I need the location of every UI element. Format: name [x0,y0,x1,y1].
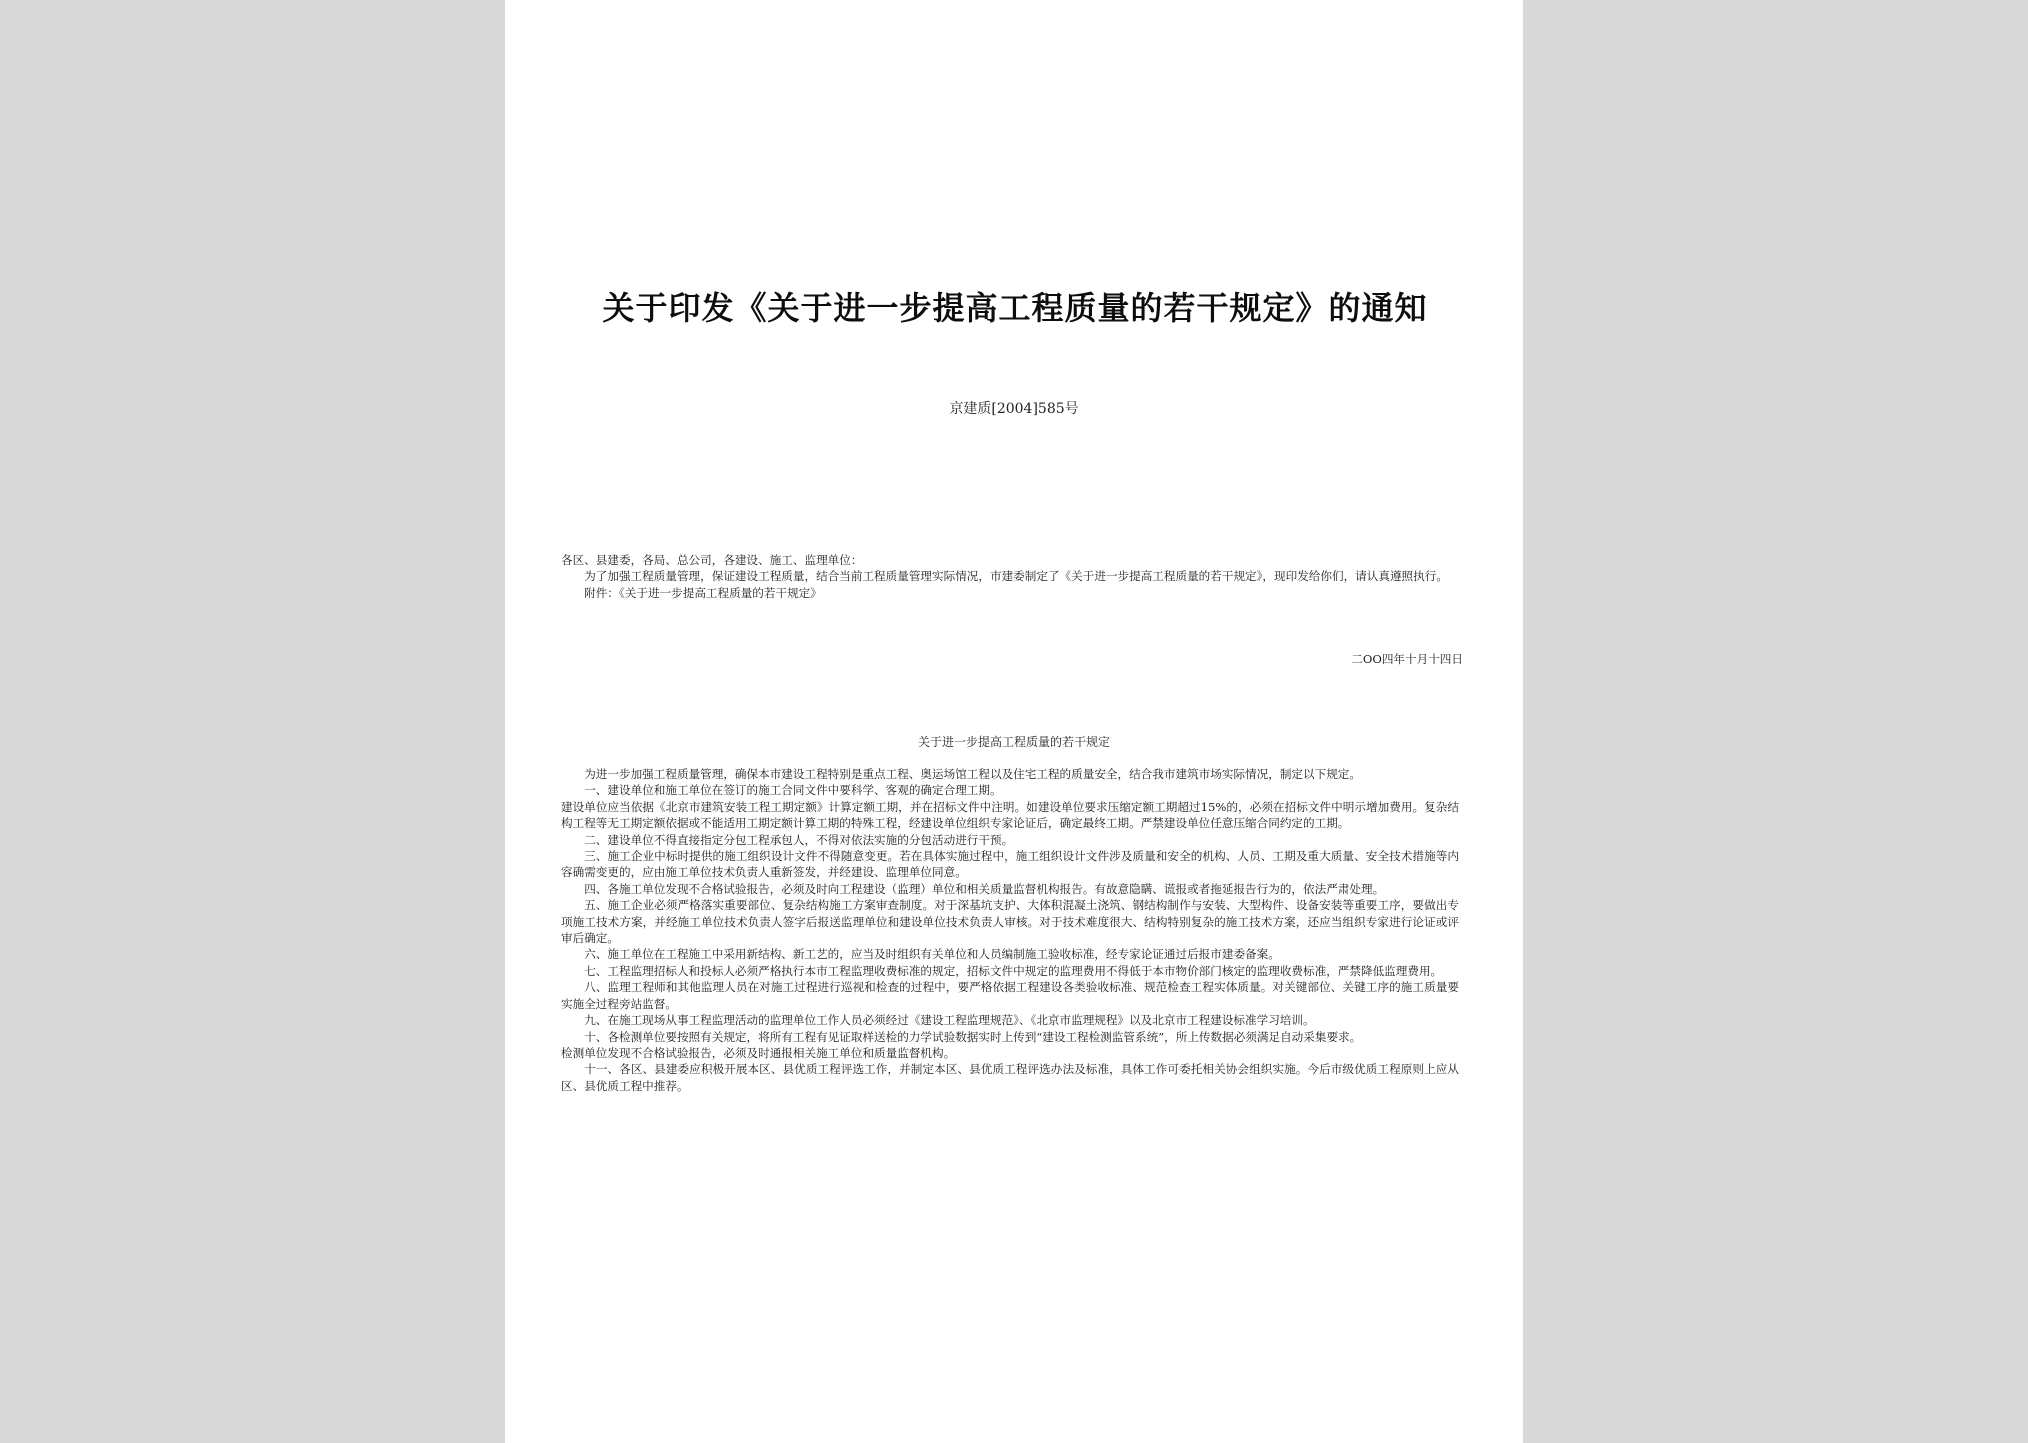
notice-paragraph: 为了加强工程质量管理，保证建设工程质量，结合当前工程质量管理实际情况，市建委制定了《关于进一步提高工程质量的若干规定》，现印发给你们，请认真遵照执行。 [584,569,1448,584]
issue-date: 二OO四年十月十四日 [1351,652,1463,666]
rule-paragraph: 五、施工企业必须严格落实重要部位、复杂结构施工方案审查制度。对于深基坑支护、大体积混凝土浇筑、钢结构制作与安装、大型构件、设备安装等重要工序，要做出专项施工技术方案，并经施工单位技术负责人签字后报送监理单位和建设单位技术负责人审核。对于技术难度很大、结构特别复杂的施工技术方案，还应当组织专家进行论证或评审后确定。 [561,898,1459,946]
rule-paragraph: 十、各检测单位要按照有关规定，将所有工程有见证取样送检的力学试验数据实时上传到“建设工程检测监管系统”，所上传数据必须满足自动采集要求。 [584,1029,1362,1044]
document-page [505,0,1523,1443]
rule-paragraph: 为进一步加强工程质量管理，确保本市建设工程特别是重点工程、奥运场馆工程以及住宅工程的质量安全，结合我市建筑市场实际情况，制定以下规定。 [584,767,1361,781]
rules-body [561,766,1459,1094]
rule-paragraph: 十一、各区、县建委应积极开展本区、县优质工程评选工作，并制定本区、县优质工程评选办法及标准，具体工作可委托相关协会组织实施。今后市级优质工程原则上应从区、县优质工程中推荐。 [561,1062,1459,1093]
document-title: 关于印发《关于进一步提高工程质量的若干规定》的通知 [602,289,1428,327]
rule-paragraph: 八、监理工程师和其他监理人员在对施工过程进行巡视和检查的过程中，要严格依据工程建设各类验收标准、规范检查工程实体质量。对关键部位、关键工序的施工质量要实施全过程旁站监督。 [561,980,1459,1011]
rule-paragraph: 二、建设单位不得直接指定分包工程承包人，不得对依法实施的分包活动进行干预。 [584,832,1014,847]
rule-paragraph: 七、工程监理招标人和投标人必须严格执行本市工程监理收费标准的规定，招标文件中规定的监理费用不得低于本市物价部门核定的监理收费标准，严禁降低监理费用。 [584,963,1443,978]
rule-paragraph: 九、在施工现场从事工程监理活动的监理单位工作人员必须经过《建设工程监理规范》、《北京市监理规程》以及北京市工程建设标准学习培训。 [584,1013,1315,1028]
document-number: 京建质[2004]585号 [949,401,1079,417]
rules-title: 关于进一步提高工程质量的若干规定 [917,735,1110,749]
rule-paragraph: 建设单位应当依据《北京市建筑安装工程工期定额》计算定额工期，并在招标文件中注明。如建设单位要求压缩定额工期超过15%的，必须在招标文件中明示增加费用。复杂结构工程等无工期定额依据或不能适用工期定额计算工期的特殊工程，经建设单位组织专家论证后，确定最终工期。严禁建设单位任意压缩合同约定的工期。 [561,799,1459,831]
rule-paragraph: 六、施工单位在工程施工中采用新结构、新工艺的，应当及时组织有关单位和人员编制施工验收标准，经专家论证通过后报市建委备案。 [584,947,1280,962]
rule-paragraph: 检测单位发现不合格试验报告，必须及时通报相关施工单位和质量监督机构。 [561,1045,956,1060]
rule-paragraph: 四、各施工单位发现不合格试验报告，必须及时向工程建设（监理）单位和相关质量监督机构报告。有故意隐瞒、谎报或者拖延报告行为的，依法严肃处理。 [584,881,1385,896]
attachment-line: 附件：《关于进一步提高工程质量的若干规定》 [584,585,822,600]
notice-body [561,552,1459,601]
rule-paragraph: 一、建设单位和施工单位在签订的施工合同文件中要科学、客观的确定合理工期。 [584,783,1002,798]
addressee: 各区、县建委，各局、总公司，各建设、施工、监理单位： [561,553,863,567]
rule-paragraph: 三、施工企业中标时提供的施工组织设计文件不得随意变更。若在具体实施过程中，施工组织设计文件涉及质量和安全的机构、人员、工期及重大质量、安全技术措施等内容确需变更的，应由施工单位技术负责人重新签发，并经建设、监理单位同意。 [561,849,1459,880]
